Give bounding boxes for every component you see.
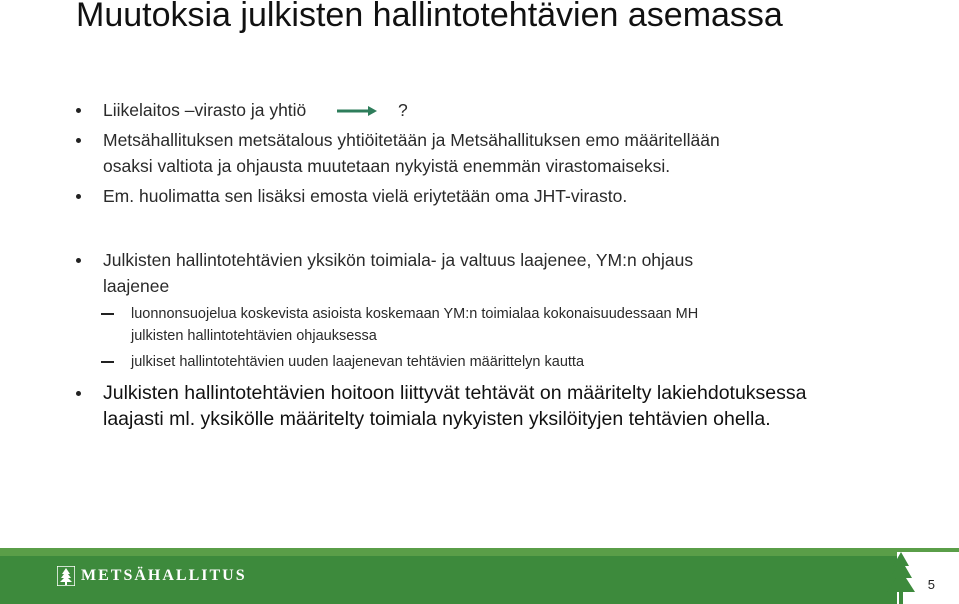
question-mark: ? — [398, 100, 408, 120]
spruce-logo-icon — [57, 566, 75, 586]
bullet-dot — [76, 108, 81, 113]
metsahallitus-logo — [57, 566, 247, 586]
dash-marker — [101, 361, 114, 363]
page-number: 5 — [927, 577, 935, 592]
page-number-box — [897, 552, 959, 604]
bullet-dot — [76, 258, 81, 263]
footer-stripe — [0, 548, 959, 556]
subbullet-text: julkiset hallintotehtävien uuden laajenevan tehtävien määrittelyn kautta — [131, 354, 585, 370]
bullet-text-line-2: osaksi valtiota ja ohjausta muutetaan nykyistä enemmän virastomaiseksi. — [103, 156, 671, 176]
bullet-dot — [76, 391, 81, 396]
right-arrow-icon — [337, 105, 377, 117]
footer-band — [0, 548, 959, 604]
dash-marker — [101, 313, 114, 315]
bullet-dot — [76, 138, 81, 143]
bullet-dot — [76, 194, 81, 199]
subbullet-text-line-2: julkisten hallintotehtävien ohjauksessa — [131, 328, 377, 344]
bullet-text-line-2: laajasti ml. yksikölle määritelty toimiala nykyisten yksilöityjen tehtävien ohella. — [103, 408, 771, 430]
bullet-text-line-1: Julkisten hallintotehtävien hoitoon liittyvät tehtävät on määritelty lakiehdotuksessa — [103, 382, 807, 404]
tree-corner-icon — [887, 552, 915, 604]
subbullet-text-line-1: luonnonsuojelua koskevista asioista koskemaan YM:n toimialaa kokonaisuudessaan MH — [131, 306, 699, 322]
bullet-text: Liikelaitos –virasto ja yhtiö — [103, 100, 307, 120]
bullet-text-line-1: Julkisten hallintotehtävien yksikön toimiala- ja valtuus laajenee, YM:n ohjaus — [103, 250, 694, 270]
logo-wordmark: METSÄHALLITUS — [81, 567, 247, 584]
bullet-text: Em. huolimatta sen lisäksi emosta vielä eriytetään oma JHT-virasto. — [103, 186, 628, 206]
slide-title: Muutoksia julkisten hallintotehtävien asemassa — [76, 0, 783, 34]
bullet-text-line-1: Metsähallituksen metsätalous yhtiöitetään ja Metsähallituksen emo määritellään — [103, 130, 720, 150]
bullet-text-line-2: laajenee — [103, 276, 170, 296]
